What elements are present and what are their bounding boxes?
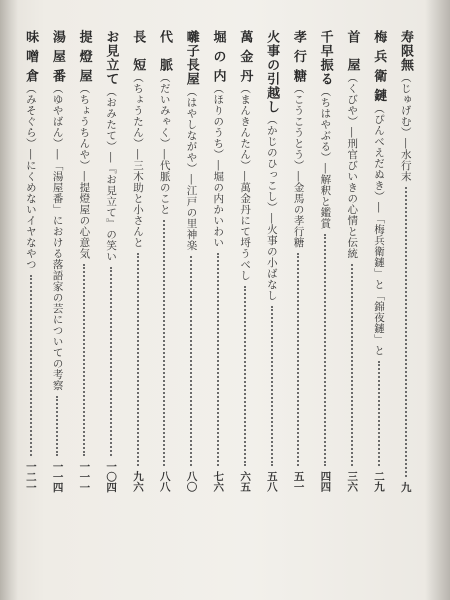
- dot-leader: [217, 253, 219, 466]
- dot-leader: [163, 220, 165, 466]
- dot-leader: [190, 256, 192, 466]
- dot-leader: [271, 306, 273, 466]
- toc-page-number: 七六: [212, 471, 225, 492]
- toc-title: 提 燈 屋: [76, 30, 92, 84]
- toc-title: 萬 金 丹: [237, 30, 253, 84]
- toc-reading: （みそぐら）: [24, 83, 37, 150]
- toc-page-number: 一一四: [51, 460, 64, 492]
- toc-subtitle: ―萬金丹にて埒うべし: [239, 171, 252, 282]
- toc-reading: （ちょうたん）: [131, 72, 144, 149]
- toc-reading: （おみたて）: [105, 86, 118, 152]
- toc-subtitle: ―江戸の里神楽: [185, 174, 198, 251]
- toc-reading: （ほりのうち）: [212, 83, 225, 161]
- toc-title: 孝 行 糖: [290, 30, 306, 84]
- toc-subtitle: ―提燈屋の心意気: [78, 171, 91, 260]
- toc-entry: [131, 30, 144, 492]
- toc-entry: [265, 30, 278, 492]
- toc-reading: （くびや）: [346, 72, 359, 127]
- toc-subtitle: ―代脈のこと: [158, 149, 171, 215]
- toc-entry: [399, 30, 412, 492]
- toc-page-number: 四四: [319, 471, 332, 492]
- toc-entry: [158, 30, 171, 492]
- toc-subtitle: ―『お見立て』の笑い: [105, 152, 118, 262]
- toc-page-number: 一〇四: [105, 460, 118, 492]
- toc-subtitle: ―火事の小ばなし: [265, 213, 278, 301]
- toc-title: 味 噌 倉: [23, 30, 39, 84]
- toc-entry: [292, 30, 305, 492]
- toc-entry: [212, 30, 225, 492]
- dot-leader: [405, 187, 407, 477]
- toc-page-number: 八〇: [185, 471, 198, 492]
- toc-entry: [345, 30, 358, 492]
- toc-reading: （ちはやぶる）: [319, 86, 332, 163]
- table-of-contents: [24, 30, 412, 492]
- toc-title: 火事の引越し: [264, 30, 280, 114]
- toc-title: 代 脈: [156, 30, 172, 72]
- dot-leader: [56, 396, 58, 455]
- toc-subtitle: ―金馬の孝行糖: [292, 171, 305, 249]
- dot-leader: [324, 234, 326, 466]
- toc-page-number: 九六: [131, 471, 144, 492]
- toc-reading: （ちょうちんや）: [78, 83, 91, 172]
- toc-entry: [238, 30, 251, 492]
- toc-entry: [185, 30, 198, 492]
- dot-leader: [244, 286, 246, 466]
- toc-subtitle: ―三木助と小さんと: [131, 149, 144, 248]
- toc-page-number: 一一一: [78, 460, 91, 492]
- toc-title: 首 屋: [344, 30, 360, 72]
- toc-page-number: 五一: [292, 471, 305, 492]
- toc-page-number: 九: [399, 481, 412, 492]
- toc-page-number: 六五: [239, 471, 252, 492]
- dot-leader: [30, 275, 32, 455]
- toc-page-number: 一二一: [24, 460, 37, 492]
- toc-title: 湯 屋 番: [49, 30, 65, 84]
- toc-reading: （はやしながや）: [185, 86, 198, 174]
- toc-subtitle: ―刑官びいきの心情と伝統: [346, 127, 359, 259]
- dot-leader: [378, 361, 380, 466]
- toc-entry: [24, 30, 37, 492]
- dot-leader: [83, 264, 85, 455]
- toc-title: 寿限無: [398, 30, 413, 72]
- toc-title: お見立て: [103, 30, 119, 86]
- toc-reading: （ゆやばん）: [51, 83, 64, 150]
- dot-leader: [110, 267, 112, 456]
- toc-title: 囃子長屋: [183, 30, 199, 86]
- dot-leader: [297, 253, 299, 466]
- toc-entry: [319, 30, 332, 492]
- toc-reading: （かじのひっこし）: [265, 114, 278, 213]
- toc-entry: [78, 30, 91, 492]
- toc-subtitle: ―解釈と鑑賞: [319, 163, 332, 229]
- toc-entry: [372, 30, 385, 492]
- dot-leader: [137, 253, 139, 466]
- toc-reading: （こうこうとう）: [292, 83, 305, 172]
- toc-title: 梅 兵 衛 鏈: [371, 30, 387, 103]
- toc-title: 堀 の 内: [210, 30, 226, 84]
- toc-page-number: 八八: [158, 471, 171, 492]
- toc-subtitle: ―にくめないイヤなやつ: [24, 149, 37, 271]
- toc-entry: [104, 30, 117, 492]
- toc-subtitle: ―水行末: [399, 138, 412, 182]
- toc-subtitle: ―「湯屋番」における落語家の芸についての考察: [51, 149, 64, 392]
- page-fold-shadow: [425, 0, 450, 600]
- dot-leader: [351, 264, 353, 466]
- toc-title: 長 短: [130, 30, 146, 72]
- toc-reading: （じゅげむ）: [399, 72, 412, 138]
- toc-page-number: 三六: [346, 471, 359, 492]
- toc-title: 千早振る: [317, 30, 333, 86]
- toc-reading: （だいみゃく）: [158, 72, 171, 149]
- page-gutter: [0, 0, 18, 600]
- toc-page-number: 二九: [372, 471, 385, 492]
- toc-reading: （ぴんべえだぬき）: [372, 102, 385, 202]
- toc-page-number: 五八: [265, 471, 278, 492]
- toc-subtitle: ―「梅兵衛鏈」と「錦夜鏈」と: [372, 201, 385, 356]
- toc-subtitle: ―堀の内かいわい: [212, 160, 225, 249]
- toc-entry: [51, 30, 64, 492]
- toc-reading: （まんきんたん）: [239, 83, 252, 172]
